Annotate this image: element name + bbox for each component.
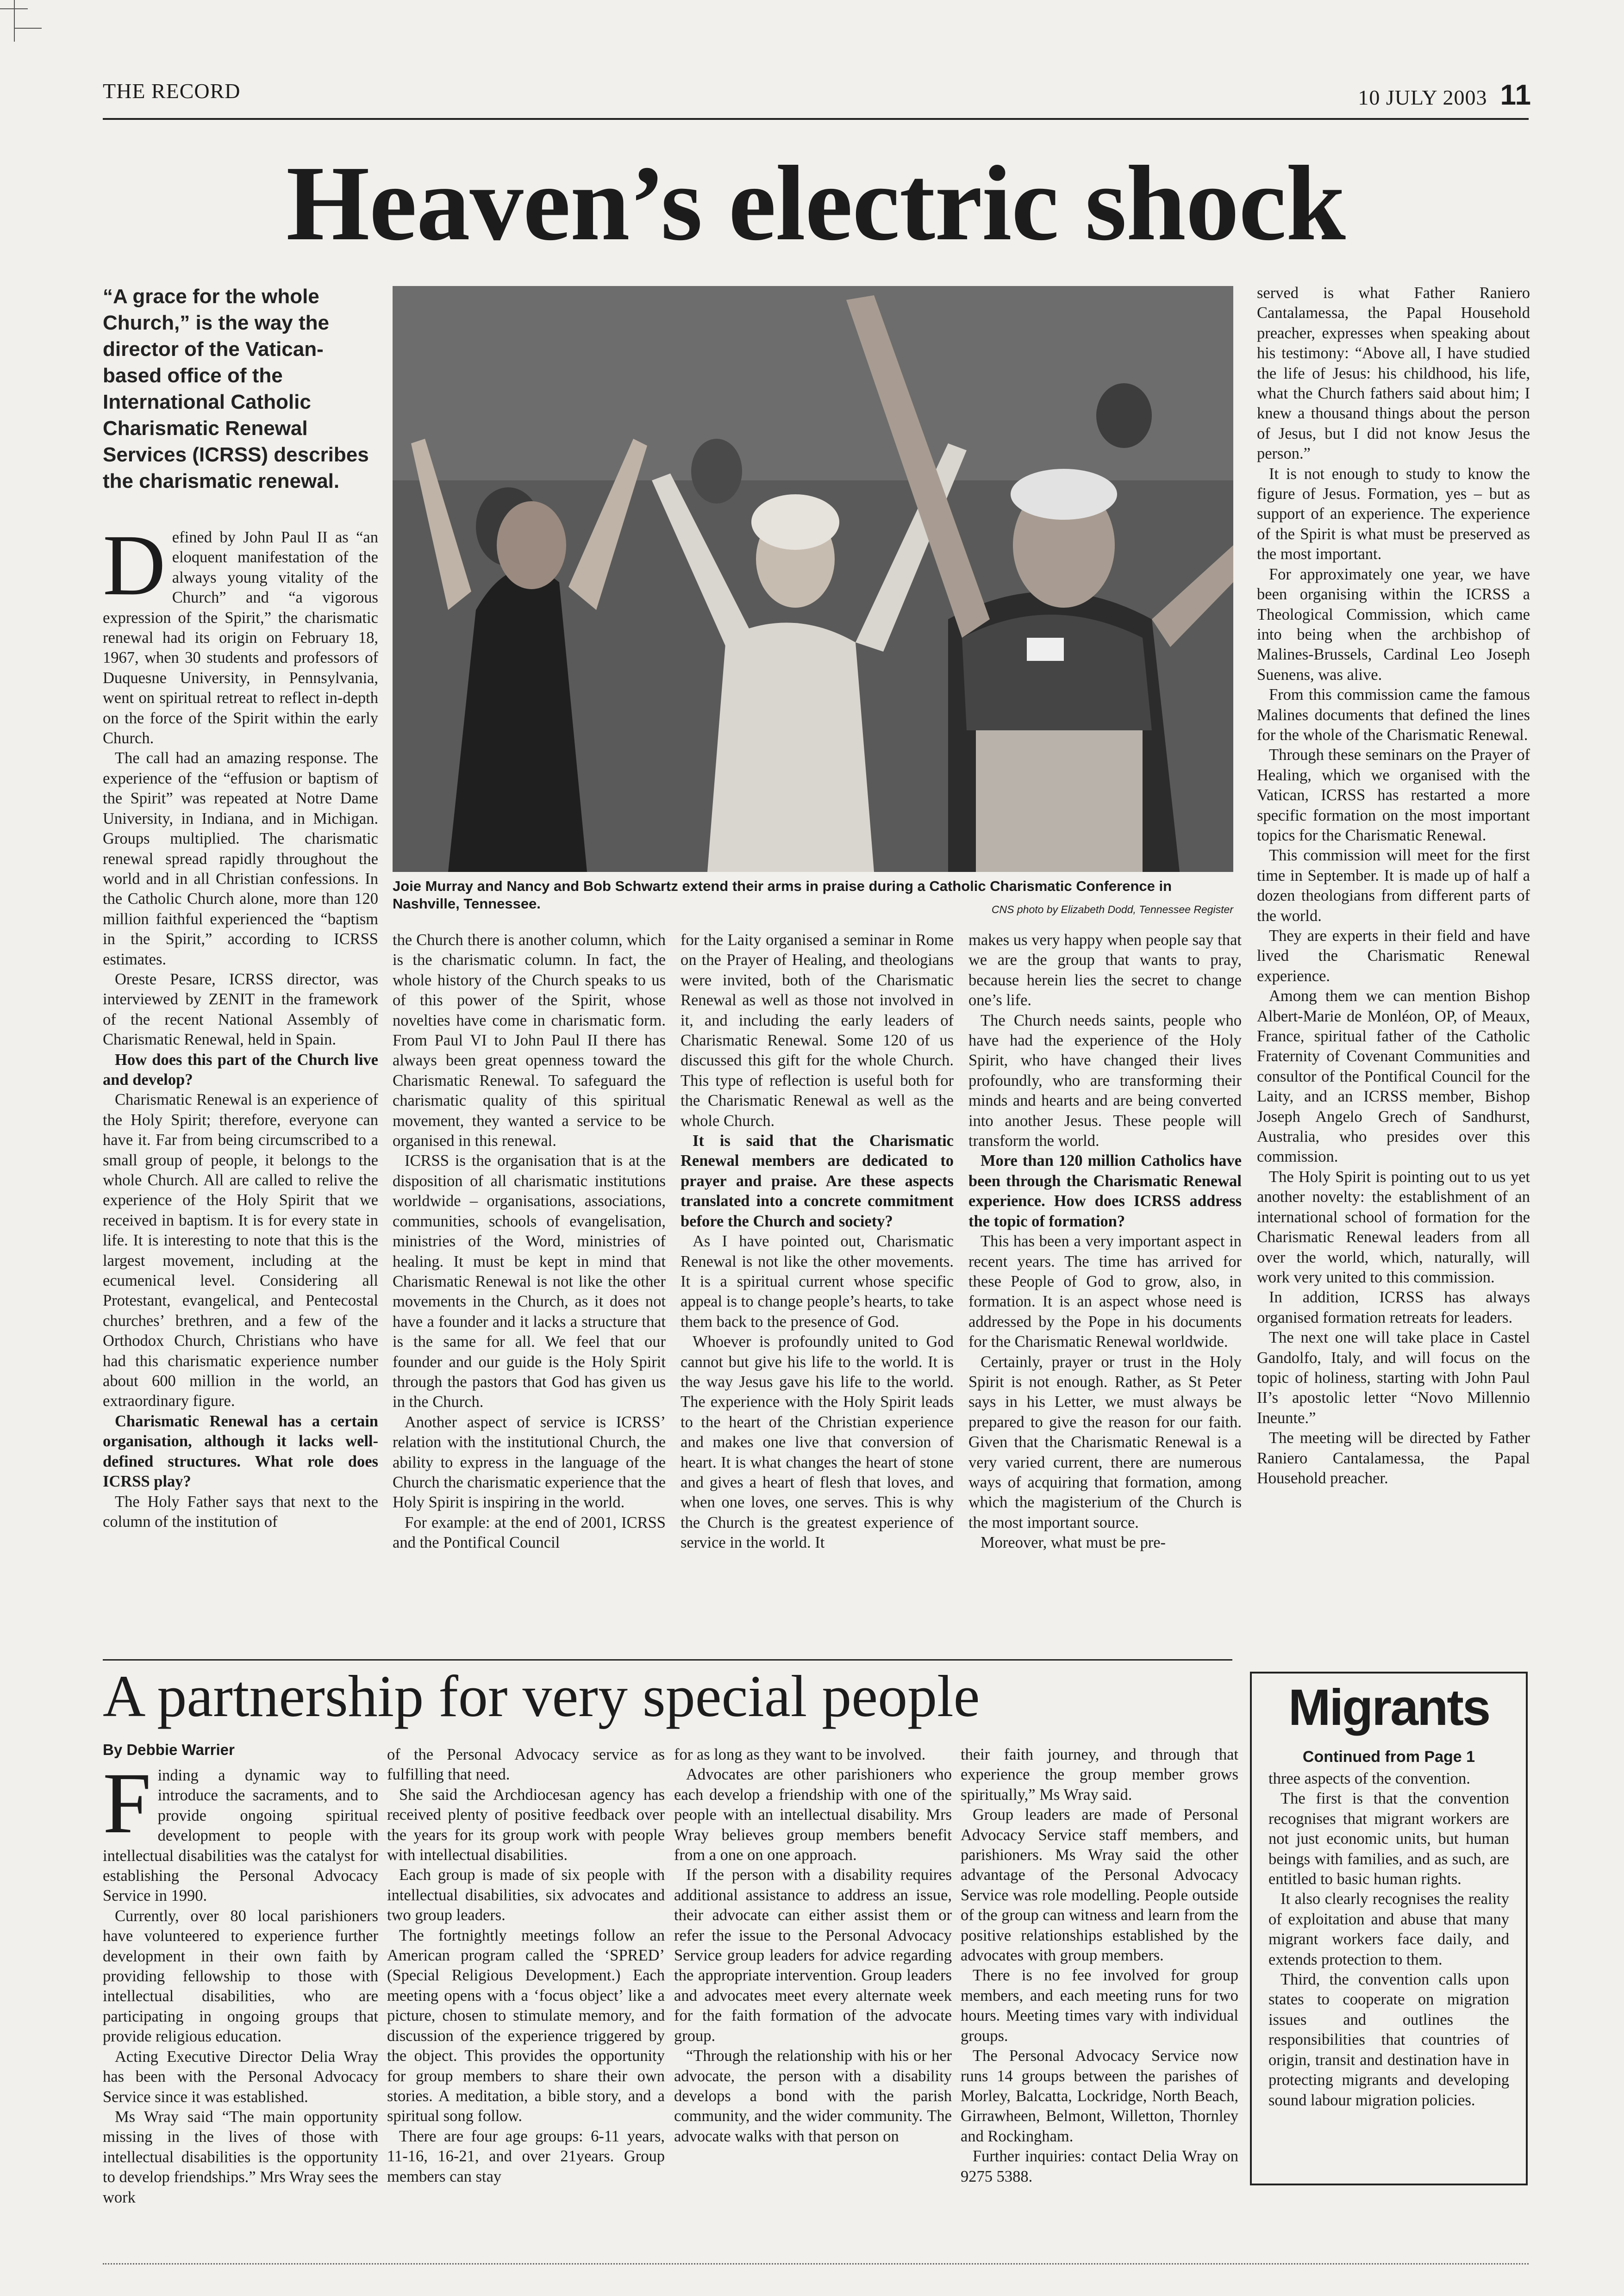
body-paragraph (1257, 846, 1530, 926)
body-paragraph (393, 1151, 666, 1412)
paragraph-text: efined by John Paul II as “an eloquent manifestation of the always young vitality of the Church” and “a vigorous expression of the Spirit,” the charismatic renewal had its origin on February 18, 1967, when 30 students and professors of Duquesne University, in Pennsylvania, went on spiritual retreat to reflect in-depth on the force of the Spirit within the early Church. (103, 529, 378, 747)
paragraph-text: From this commission came the famous Malines documents that defined the lines for the whole of the Charismatic Renewal. (1257, 686, 1530, 744)
body-paragraph (1268, 1769, 1509, 1789)
paragraph-text: The Personal Advocacy Service now runs 14 groups between the parishes of Morley, Balcatta, Lockridge, North Beach, Girrawheen, Belmont, Willetton, Thornley and Rockingham. (961, 2047, 1238, 2145)
paragraph-text: Another aspect of service is ICRSS’ relation with the institutional Church, the ability to express in the language of the Church the charismatic experience that the Holy Spirit is inspiring in the world. (393, 1413, 666, 1512)
body-paragraph (674, 2046, 952, 2147)
paragraph-text: Among them we can mention Bishop Albert-Marie de Monléon, OP, of Meaux, France, spiritual father of the Catholic Fraternity of Covenant Communities and consultor of the Pontifical Council for the Laity, and an ICRSS member, Bishop Joseph Angelo Grech of Sandhurst, Australia, who presides over this commission. (1257, 987, 1530, 1166)
paragraph-text: inding a dynamic way to introduce the sacraments, and to provide ongoing spiritual development to people with intellectual disabilities was the catalyst for establishing the Personal Advocacy Service in 1990. (103, 1767, 378, 1905)
photo-credit: CNS photo by Elizabeth Dodd, Tennessee Register (991, 903, 1233, 915)
section-rule (103, 1659, 1232, 1661)
body-paragraph (1268, 1889, 1509, 1970)
paragraph-text: It is said that the Charismatic Renewal members are dedicated to prayer and praise. Are these aspects translated into a concrete commitment before the Church and society? (681, 1132, 954, 1230)
paragraph-text: More than 120 million Catholics have been through the Charismatic Renewal experience. How does ICRSS address the topic of formation? (968, 1152, 1242, 1230)
body-paragraph (387, 2127, 665, 2187)
body-paragraph (961, 1805, 1238, 1966)
paragraph-text: makes us very happy when people say that we are the group that wants to pray, because herein lies the secret to change one’s life. (968, 931, 1242, 1009)
body-paragraph (1268, 1970, 1509, 2110)
paragraph-text: The first is that the convention recognises that migrant workers are not just economic units, but human beings with families, and as such, are entitled to basic human rights. (1268, 1790, 1509, 1888)
paragraph-text: ICRSS is the organisation that is at the disposition of all charismatic institutions worldwide – organisations, associations, communities, schools of evangelisation, ministries of the Word, ministries of healing. It must be kept in mind that Charismatic Renewal is not like the other movements in the Church, as it does not have a founder and it lacks a structure that is the same for all. We feel that our founder and our guide is the Holy Spirit through the pastors that God has given us in the Church. (393, 1152, 666, 1411)
interview-question (103, 1412, 378, 1492)
paragraph-text: Charismatic Renewal is an experience of the Holy Spirit; therefore, everyone can have it. Far from being circumscribed to a small group of people, it belongs to the whole Church. All are called to relive the experience of the Holy Spirit that we received in baptism. It is for every state in life. It is interesting to note that this is the largest movement, including at the ecumenical level. Considering all Protestant, evangelical, and Pentecostal churches’ brethren, and a few of the Orthodox Church, Christians who have had this charismatic experience number about 600 million in the world, an extraordinary figure. (103, 1091, 378, 1410)
body-paragraph (103, 1766, 378, 1906)
body-paragraph (1257, 1167, 1530, 1288)
photo-illustration (393, 286, 1233, 872)
paragraph-text: of the Personal Advocacy service as fulfilling that need. (387, 1746, 665, 1784)
paragraph-text: The Holy Father says that next to the column of the institution of (103, 1493, 378, 1531)
body-paragraph (681, 930, 954, 1131)
body-paragraph (968, 1352, 1242, 1533)
body-paragraph (961, 1745, 1238, 1805)
story2-column-3 (674, 1745, 952, 2247)
story1-column-2 (393, 930, 666, 1648)
standfirst: “A grace for the whole Church,” is the way the director of the Vatican-based office of the International Catholic Charismatic Renewal Services (ICRSS) describes the charismatic renewal. (103, 285, 369, 492)
main-headline: Heaven’s electric shock (286, 144, 1345, 263)
paragraph-text: three aspects of the convention. (1268, 1770, 1470, 1787)
body-paragraph (1257, 685, 1530, 745)
page-number: 11 (1500, 79, 1531, 111)
byline: By Debbie Warrier (103, 1741, 235, 1758)
body-paragraph (103, 1090, 378, 1412)
paragraph-text: How does this part of the Church live and develop? (103, 1051, 378, 1089)
paragraph-text: the Church there is another column, which is the charismatic column. In fact, the whole history of the Church speaks to us of this power of the Spirit, whose novelties have come in charismatic form. From Paul VI to John Paul II there has always been great openness toward the Charismatic Renewal. To safeguard the charismatic quality of this spiritual movement, they wanted a service to be organised in this renewal. (393, 931, 666, 1150)
paragraph-text: For approximately one year, we have been organising within the ICRSS a Theological Commission, which came into being when the archbishop of Malines-Brussels, Cardinal Leo Joseph Suenens, was alive. (1257, 565, 1530, 684)
second-headline: A partnership for very special people (103, 1663, 980, 1729)
paragraph-text: Acting Executive Director Delia Wray has been with the Personal Advocacy Service since it was established. (103, 2047, 378, 2106)
paragraph-text: Each group is made of six people with intellectual disabilities, six advocates and two group leaders. (387, 1866, 665, 1924)
interview-question (681, 1131, 954, 1232)
interview-question (968, 1151, 1242, 1232)
body-paragraph (103, 1906, 378, 2047)
paragraph-text: Group leaders are made of Personal Advocacy Service staff members, and parishioners. Ms Wray said the other advantage of the Personal Advocacy Service was role modelling. People outside of the group can witness and learn from the positive relationships established by the advocates with group members. (961, 1806, 1238, 1965)
drop-cap: D (103, 528, 166, 613)
paragraph-text: For example: at the end of 2001, ICRSS and the Pontifical Council (393, 1513, 666, 1552)
body-paragraph (393, 930, 666, 1151)
paragraph-text: Third, the convention calls upon states to cooperate on migration issues and outlines the responsibilities that countries of origin, transit and destination have in protecting migrants and developing sound labour migration policies. (1268, 1971, 1509, 2109)
paragraph-text: There are four age groups: 6-11 years, 11-16, 16-21, and over 21years. Group members can stay (387, 2127, 665, 2185)
body-paragraph (1257, 745, 1530, 846)
body-paragraph (1257, 565, 1530, 685)
body-paragraph (968, 1011, 1242, 1151)
body-paragraph (968, 930, 1242, 1011)
paragraph-text: Certainly, prayer or trust in the Holy Spirit is not enough. Rather, as St Peter says in his Letter, we must always be prepared to give the reason for our faith. Given that the Charismatic Renewal is a very varied current, there are numerous ways of acquiring that formation, among which the magisterium of the Church is the most important source. (968, 1353, 1242, 1531)
body-paragraph (1257, 283, 1530, 464)
body-paragraph (103, 970, 378, 1050)
paragraph-text: The meeting will be directed by Father Raniero Cantalamessa, the Papal Household preacher. (1257, 1429, 1530, 1487)
body-paragraph (1257, 1328, 1530, 1428)
body-paragraph (103, 748, 378, 969)
paragraph-text: They are experts in their field and have lived the Charismatic Renewal experience. (1257, 927, 1530, 985)
drop-cap: F (103, 1766, 151, 1851)
issue-date: 10 JULY 2003 (1358, 86, 1487, 109)
body-paragraph (961, 1966, 1238, 2046)
interview-question (103, 1050, 378, 1090)
story2-column-2 (387, 1745, 665, 2247)
body-paragraph (674, 1745, 952, 1765)
body-paragraph (1257, 986, 1530, 1167)
paragraph-text: Whoever is profoundly united to God cannot but give his life to the world. It is the way Jesus gave his life to the world. The experience with the Holy Spirit leads to the heart of the Christian experience and makes one live that conversion of heart. It is what changes the heart of stone and gives a heart of flesh that loves, and when one loves, one serves. This is why the Church is the greatest experience of service in the world. It (681, 1333, 954, 1552)
story1-column-4 (968, 930, 1242, 1648)
body-paragraph (387, 1745, 665, 1785)
body-paragraph (968, 1232, 1242, 1352)
body-paragraph (681, 1332, 954, 1553)
photo-caption: Joie Murray and Nancy and Bob Schwartz extend their arms in praise during a Catholic Charismatic Conference in Nashville, Tennessee. (393, 878, 1172, 912)
paragraph-text: The fortnightly meetings follow an American program called the ‘SPRED’ (Special Religious Development.) Each meeting opens with a ‘focus object’ like a picture, chosen to stimulate memory, and discussion of the experience triggered by the object. This provides the opportunity for group members to share their own stories. A meditation, a bible story, and a spiritual song follow. (387, 1926, 665, 2125)
paragraph-text: “Through the relationship with his or her advocate, the person with a disability develops a bond with the parish community, and the wider community. The advocate walks with that person on (674, 2047, 952, 2145)
body-paragraph (103, 528, 378, 748)
body-paragraph (674, 1765, 952, 1865)
body-paragraph (1257, 1428, 1530, 1488)
story2-column-4 (961, 1745, 1238, 2247)
body-paragraph (1257, 1288, 1530, 1328)
body-paragraph (961, 2147, 1238, 2187)
story1-column-1 (103, 528, 378, 1648)
paragraph-text: The next one will take place in Castel Gandolfo, Italy, and will focus on the topic of holiness, starting with John Paul II’s apostolic letter “Novo Millennio Ineunte.” (1257, 1329, 1530, 1427)
body-paragraph (103, 2047, 378, 2107)
migrants-headline: Migrants (1288, 1679, 1490, 1736)
body-paragraph (968, 1533, 1242, 1553)
paragraph-text: Advocates are other parishioners who each develop a friendship with one of the people with an intellectual disability. Mrs Wray believes group members benefit from a one on one approach. (674, 1766, 952, 1864)
body-paragraph (103, 1492, 378, 1532)
paragraph-text: If the person with a disability requires additional assistance to address an issue, their advocate can either assist them or refer the issue to the Personal Advocacy Service group leaders for advice regarding the appropriate intervention. Group leaders and advocates meet every alternate week for the faith formation of the advocate group. (674, 1866, 952, 2045)
folio-date-page (1358, 79, 1531, 112)
paragraph-text: for as long as they want to be involved. (674, 1746, 926, 1763)
publication-name: THE RECORD (103, 79, 241, 103)
crop-mark (14, 28, 42, 29)
story2-column-1 (103, 1766, 378, 2247)
body-paragraph (393, 1513, 666, 1553)
paragraph-text: for the Laity organised a seminar in Rome on the Prayer of Healing, and theologians were invited, both of the Charismatic Renewal as well as those not involved in it, and including the early leaders of Charismatic Renewal. Some 120 of us discussed this gift for the whole Church. This type of reflection is useful both for the Charismatic Renewal as well as the whole Church. (681, 931, 954, 1130)
paragraph-text: The Church needs saints, people who have had the experience of the Holy Spirit, who have changed their lives profoundly, who are transforming their minds and hearts and are being converted into another Jesus. These people will transform the world. (968, 1011, 1242, 1150)
body-paragraph (681, 1232, 954, 1332)
masthead-rule (103, 118, 1529, 120)
paragraph-text: Through these seminars on the Prayer of Healing, which we organised with the Vatican, ICRSS has restarted a more specific formation on the most important topics for the Charismatic Renewal. (1257, 746, 1530, 844)
paragraph-text: served is what Father Raniero Cantalamessa, the Papal Household preacher, expresses when speaking about his testimony: “Above all, I have studied the life of Jesus: his childhood, his life, what the Church fathers said about him; I knew a thousand things about the person of Jesus, but I did not know Jesus the person.” (1257, 284, 1530, 463)
paragraph-text: Charismatic Renewal has a certain organisation, although it lacks well-defined structures. What role does ICRSS play? (103, 1412, 378, 1491)
paragraph-text: This commission will meet for the first time in September. It is made up of half a dozen theologians from different parts of the world. (1257, 846, 1530, 925)
bottom-dotted-rule (103, 2263, 1529, 2265)
worship-photo (393, 286, 1233, 872)
story1-column-5 (1257, 283, 1530, 1653)
body-paragraph (1257, 926, 1530, 986)
story1-column-3 (681, 930, 954, 1648)
paragraph-text: Currently, over 80 local parishioners have volunteered to experience further development in their own faith by providing fellowship to those with intellectual disabilities, who are participating in ongoing groups that provide religious education. (103, 1907, 378, 2046)
paragraph-text: Ms Wray said “The main opportunity missing in the lives of those with intellectual disabilities is the opportunity to develop friendships.” Mrs Wray sees the work (103, 2108, 378, 2206)
body-paragraph (103, 2107, 378, 2208)
migrants-body (1268, 1769, 1509, 2176)
paragraph-text: In addition, ICRSS has always organised formation retreats for leaders. (1257, 1288, 1530, 1326)
paragraph-text: Further inquiries: contact Delia Wray on 9275 5388. (961, 2147, 1238, 2185)
crop-mark (14, 0, 15, 42)
body-paragraph (387, 1926, 665, 2127)
paragraph-text: Oreste Pesare, ICRSS director, was interviewed by ZENIT in the framework of the recent National Assembly of Charismatic Renewal, held in Spain. (103, 970, 378, 1049)
paragraph-text: The call had an amazing response. The experience of the “effusion or baptism of the Spirit” was repeated at Notre Dame University, in Indiana, and in Michigan. Groups multiplied. The charismatic renewal spread rapidly throughout the world and in all Christian confessions. In the Catholic Church alone, more than 120 million faithful experienced the “baptism in the Spirit,” according to ICRSS estimates. (103, 749, 378, 968)
body-paragraph (387, 1865, 665, 1925)
body-paragraph (1268, 1789, 1509, 1889)
body-paragraph (674, 1865, 952, 2046)
paragraph-text: their faith journey, and through that experience the group member grows spiritually,” Ms Wray said. (961, 1746, 1238, 1804)
body-paragraph (393, 1412, 666, 1513)
paragraph-text: The Holy Spirit is pointing out to us yet another novelty: the establishment of an international school of formation for the Charismatic Renewal leaders from all over the world, which, naturally, will work very united to this commission. (1257, 1168, 1530, 1286)
paragraph-text: It also clearly recognises the reality of exploitation and abuse that many migrant workers face daily, and extends protection to them. (1268, 1890, 1509, 1968)
paragraph-text: It is not enough to study to know the figure of Jesus. Formation, yes – but as support of an experience. The experience of the Spirit is what must be preserved as the most important. (1257, 465, 1530, 563)
body-paragraph (961, 2046, 1238, 2147)
paragraph-text: Moreover, what must be pre- (981, 1534, 1166, 1552)
body-paragraph (387, 1785, 665, 1866)
paragraph-text: This has been a very important aspect in recent years. The time has arrived for these People of God to grow, also, in formation. It is an aspect whose need is addressed by the Pope in his documents for the Charismatic Renewal worldwide. (968, 1232, 1242, 1351)
body-paragraph (1257, 464, 1530, 565)
continued-from-note: Continued from Page 1 (1302, 1748, 1475, 1766)
paragraph-text: As I have pointed out, Charismatic Renewal is not like the other movements. It is a spiritual current whose specific appeal is to change people’s hearts, to take them back to the presence of God. (681, 1232, 954, 1331)
paragraph-text: There is no fee involved for group members, and each meeting runs for two hours. Meeting times vary with individual groups. (961, 1966, 1238, 2045)
paragraph-text: She said the Archdiocesan agency has received plenty of positive feedback over the years for its group work with people with intellectual disabilities. (387, 1786, 665, 1864)
